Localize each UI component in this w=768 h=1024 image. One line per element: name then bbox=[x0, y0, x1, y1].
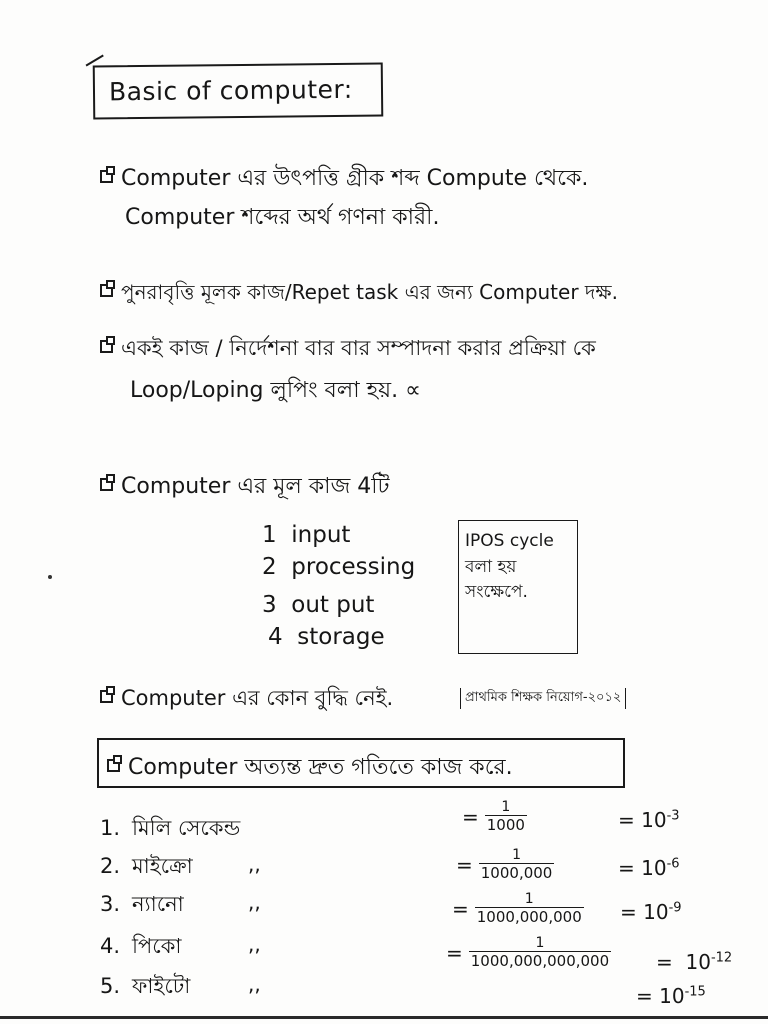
ditto-mark: ,, bbox=[248, 852, 261, 876]
power-femto: = $10^{-15}$ bbox=[636, 984, 706, 1008]
note-origin: Computer এর উৎপত্তি গ্রীক শব্দ Compute থেকে. bbox=[100, 166, 588, 192]
bullet-icon bbox=[100, 478, 113, 491]
fraction-milli: = $\frac{1}{1000}$ bbox=[462, 799, 525, 835]
page-title: Basic of computer: bbox=[108, 74, 353, 107]
function-item: 2 processing bbox=[262, 554, 416, 580]
bullet-icon bbox=[100, 340, 113, 353]
bullet-icon bbox=[100, 690, 113, 703]
page-bottom-rule bbox=[0, 1016, 768, 1019]
ditto-mark: ,, bbox=[248, 890, 261, 914]
function-item: 1 input bbox=[262, 522, 351, 548]
note-no-intelligence: Computer এর কোন বুদ্ধি নেই. bbox=[100, 686, 393, 711]
time-unit-row: 1. মিলি সেকেন্ড bbox=[100, 816, 241, 840]
power-pico: = $10^{-12}$ bbox=[656, 950, 733, 974]
time-unit-row: 2. মাইক্রো bbox=[100, 854, 193, 878]
power-nano: = $10^{-9}$ bbox=[620, 900, 682, 924]
function-item: 3 out put bbox=[262, 592, 375, 618]
title-box bbox=[93, 62, 384, 119]
fraction-pico: = $\frac{1}{1000,000,000,000}$ bbox=[446, 935, 610, 971]
note-main-functions: Computer এর মূল কাজ 4টি bbox=[100, 474, 390, 500]
note-origin-meaning: Computer শব্দের অর্থ গণনা কারী. bbox=[125, 205, 440, 230]
exam-reference: প্রাথমিক শিক্ষক নিয়োগ-২০১২ bbox=[460, 688, 626, 709]
stray-dot bbox=[48, 575, 52, 579]
function-item: 4 storage bbox=[268, 624, 385, 650]
ditto-mark: ,, bbox=[248, 932, 261, 956]
note-repeat-task: পুনরাবৃত্তি মূলক কাজ/Repet task এর জন্য Computer দক্ষ. bbox=[100, 280, 618, 304]
power-micro: = $10^{-6}$ bbox=[618, 856, 680, 880]
ipos-cycle-box: IPOS cycle বলা হয় সংক্ষেপে. bbox=[458, 520, 578, 654]
ditto-mark: ,, bbox=[248, 972, 261, 996]
bullet-icon bbox=[100, 284, 113, 297]
bullet-icon bbox=[107, 759, 120, 772]
time-unit-row: 4. পিকো bbox=[100, 934, 182, 958]
note-loop: একই কাজ / নির্দেশনা বার বার সম্পাদনা করার প্রক্রিয়া কে bbox=[100, 336, 596, 361]
fraction-micro: = $\frac{1}{1000,000}$ bbox=[456, 847, 553, 883]
time-unit-row: 5. ফাইটো bbox=[100, 974, 191, 998]
time-unit-row: 3. ন্যানো bbox=[100, 892, 184, 916]
fraction-nano: = $\frac{1}{1000,000,000}$ bbox=[452, 891, 582, 927]
bullet-icon bbox=[100, 170, 113, 183]
note-loop-def: Loop/Loping লুপিং বলা হয়. ∝ bbox=[130, 378, 421, 403]
speed-statement-box: Computer অত্যন্ত দ্রুত গতিতে কাজ করে. bbox=[97, 738, 625, 788]
power-milli: = $10^{-3}$ bbox=[618, 808, 680, 832]
